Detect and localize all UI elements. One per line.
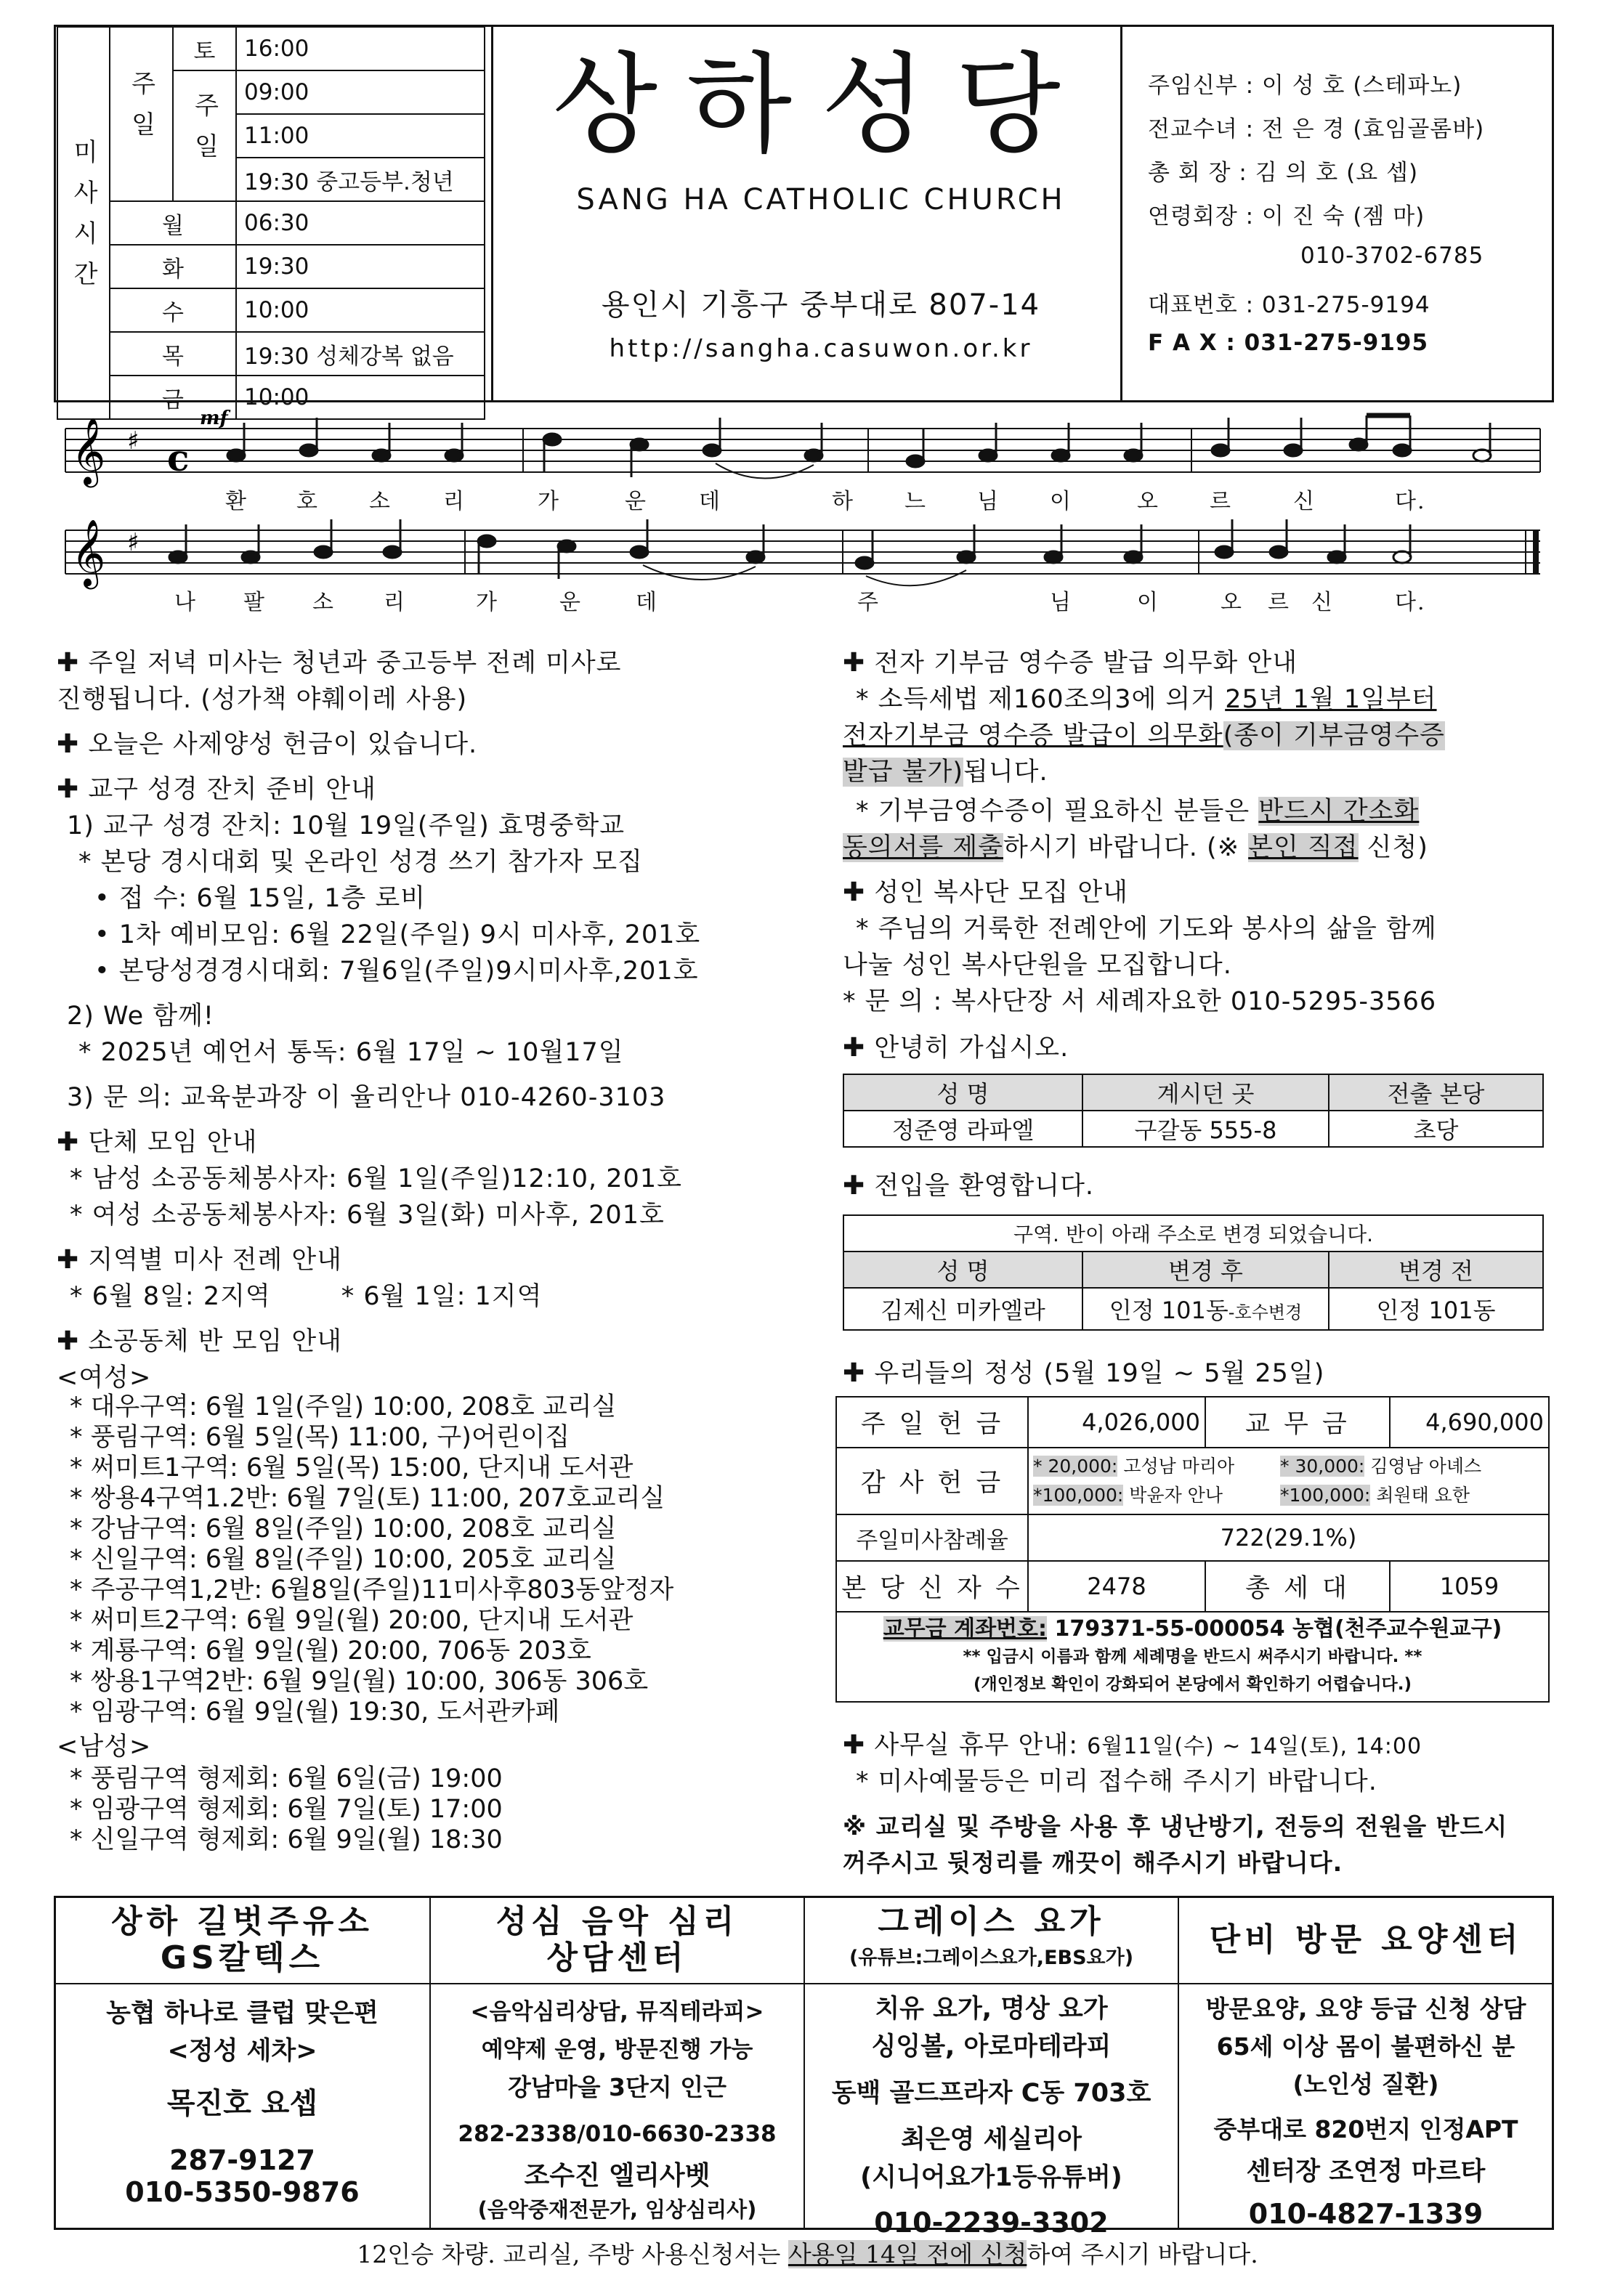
list-item: * 신일구역 형제회: 6월 9일(월) 18:30 [70, 1825, 503, 1854]
time-sun-1: 09:00 [236, 70, 485, 114]
lyric: 르 [1268, 590, 1290, 615]
hymn-lyrics-1 [0, 483, 1615, 512]
bible-contest-recruit: * 본당 경시대회 및 온라인 성경 쓰기 참가자 모집 [78, 848, 643, 877]
list-item: * 임광구역 형제회: 6월 7일(토) 17:00 [70, 1795, 503, 1824]
cross-icon: ✚ [57, 648, 80, 678]
time-wed: 10:00 [236, 288, 485, 332]
bible-contest-meeting: • 1차 예비모임: 6월 22일(주일) 9시 미사후, 201호 [94, 920, 701, 949]
list-item: * 20,000: 고성남 마리아 [1033, 1456, 1235, 1477]
lyric: 오 [1221, 590, 1243, 615]
list-item: * 풍림구역: 6월 5일(목) 11:00, 구)어린이집 [70, 1423, 570, 1452]
notice-small-community: ✚ 소공동체 반 모임 안내 [57, 1326, 342, 1356]
day-mon: 월 [110, 201, 236, 245]
ad-title: 그레이스 요가 (유튜브:그레이스요가,EBS요가) [805, 1897, 1178, 1984]
ad-line: 중부대로 820번지 인정APT [1213, 2115, 1518, 2143]
list-item: * 임광구역: 6월 9일(월) 19:30, 도서관카페 [70, 1697, 560, 1727]
notice-farewell: ✚ 안녕히 가십시오. [843, 1033, 1069, 1063]
ad-line: 치유 요가, 명상 요가 [875, 1995, 1108, 2024]
mass-schedule [57, 26, 485, 420]
welcome-table [843, 1214, 1544, 1331]
table-header: 변경 전 [1329, 1252, 1543, 1288]
sunday-offering-value: 4,026,000 [1028, 1397, 1205, 1448]
time-tue: 19:30 [236, 245, 485, 288]
offering-table [835, 1396, 1550, 1703]
notice-altar-servers: ✚ 성인 복사단 모집 안내 [843, 877, 1128, 907]
time-thu: 19:30 성체강복 없음 [236, 332, 485, 376]
cross-icon: ✚ [843, 648, 866, 678]
church-url[interactable]: http://sangha.casuwon.or.kr [609, 334, 1033, 363]
cross-icon: ✚ [57, 1127, 80, 1157]
list-item: * 풍림구역 형제회: 6월 6일(금) 19:00 [70, 1764, 503, 1793]
lyric: 환 [225, 489, 248, 514]
lyric: 님 [1050, 590, 1072, 615]
table-cell: 초당 [1329, 1111, 1543, 1147]
regional-liturgy-dates: * 6월 8일: 2지역 * 6월 1일: 1지역 [70, 1282, 543, 1311]
list-item: * 써미트2구역: 6월 9일(월) 20:00, 단지내 도서관 [70, 1606, 634, 1635]
lyric: 소 [369, 489, 392, 514]
men-label: <남성> [57, 1732, 152, 1761]
notice-office-closed: ✚ 사무실 휴무 안내: 6월11일(수) ~ 14일(토), 14:00 [843, 1730, 1422, 1760]
lyric: 신 [1311, 590, 1334, 615]
ad-line: 목진호 요셉 [166, 2087, 318, 2120]
table-header: 전출 본당 [1329, 1074, 1543, 1111]
notice-seminary-collection: ✚ 오늘은 사제양성 헌금이 있습니다. [57, 729, 478, 759]
attendance-value: 722(29.1%) [1028, 1514, 1549, 1561]
ad-title: 단비 방문 요양센터 [1179, 1897, 1553, 1984]
list-item: * 주공구역1,2반: 6월8일(주일)11미사후803동앞정자 [70, 1575, 674, 1605]
women-meeting-list [70, 1392, 673, 1727]
lyric: 다. [1395, 489, 1426, 514]
table-cell: 인정 101동-호수변경 [1082, 1288, 1329, 1330]
list-item: * 쌍용1구역2반: 6월 9일(월) 10:00, 306동 306호 [70, 1667, 649, 1696]
lyric: 다. [1395, 590, 1426, 615]
ad-line: 싱잉볼, 아로마테라피 [871, 2032, 1112, 2061]
staff-funeral-phone: 010-3702-6785 [1300, 243, 1484, 269]
lyric: 소 [312, 590, 335, 615]
lyric: 나 [174, 590, 197, 615]
notice-offering: ✚ 우리들의 정성 (5월 19일 ~ 5월 25일) [843, 1358, 1325, 1388]
time-sun-2: 11:00 [236, 114, 485, 158]
church-address: 용인시 기흥구 중부대로 807-14 [601, 288, 1041, 322]
lyric: 이 [1137, 590, 1159, 615]
ad-line: 287-9127 [169, 2144, 315, 2176]
bible-contest-reception: • 접 수: 6월 15일, 1층 로비 [94, 884, 426, 913]
svg-text:mf: mf [200, 407, 228, 429]
lyric: 르 [1210, 489, 1232, 514]
ad-line: 010-5350-9876 [125, 2176, 360, 2208]
lyric: 하 [832, 489, 854, 514]
notice-regional-liturgy: ✚ 지역별 미사 전례 안내 [57, 1245, 342, 1275]
lyric: 팔 [243, 590, 266, 615]
sunday-label: 주일 [110, 27, 173, 201]
ad-line: 65세 이상 몸이 불편하신 분 [1216, 2032, 1515, 2061]
day-wed: 수 [110, 288, 236, 332]
header-divider-left [491, 25, 493, 402]
parish-due-label: 교 무 금 [1205, 1397, 1390, 1448]
time-sat: 16:00 [236, 27, 485, 70]
members-value: 2478 [1028, 1561, 1205, 1612]
time-mon: 06:30 [236, 201, 485, 245]
women-community-meeting: * 여성 소공동체봉사자: 6월 3일(화) 미사후, 201호 [70, 1201, 665, 1230]
altar-servers-contact: * 문 의 : 복사단장 서 세례자요한 010-5295-3566 [843, 987, 1437, 1016]
farewell-table [843, 1074, 1544, 1148]
ad-line: (시니어요가1등유튜버) [860, 2163, 1122, 2192]
notice-welcome: ✚ 전입을 환영합니다. [843, 1171, 1095, 1201]
parish-due-value: 4,690,000 [1390, 1397, 1549, 1448]
table-header: 변경 후 [1082, 1252, 1329, 1288]
ad-line: <정성 세차> [167, 2037, 317, 2066]
lyric: 님 [977, 489, 1000, 514]
cross-icon: ✚ [57, 774, 80, 804]
thanks-offering-label: 감 사 헌 금 [836, 1448, 1028, 1514]
lyric: 데 [636, 590, 658, 615]
ad-line: 방문요양, 요양 등급 신청 상담 [1205, 1995, 1526, 2023]
time-sun-3: 19:30 중고등부.청년 [236, 158, 485, 201]
time-fri: 10:00 [236, 376, 485, 419]
lyric: 신 [1293, 489, 1316, 514]
svg-text:𝄞: 𝄞 [71, 519, 106, 586]
day-sat: 토 [173, 27, 236, 70]
table-header: 성 명 [843, 1252, 1082, 1288]
cross-icon: ✚ [843, 1358, 866, 1388]
ad-danbi-care [1178, 1897, 1553, 2228]
households-value: 1059 [1390, 1561, 1549, 1612]
svg-text:♯: ♯ [127, 426, 139, 455]
ad-line: <음악심리상담, 뮤직테라피> [470, 1999, 764, 2025]
households-label: 총 세 대 [1205, 1561, 1390, 1612]
lyric: 호 [296, 489, 319, 514]
lyric: 주 [857, 590, 880, 615]
list-item: *100,000: 박윤자 안나 [1033, 1485, 1223, 1506]
thanks-offering-list [1028, 1448, 1549, 1514]
e-receipt-line2: 전자기부금 영수증 발급이 의무화(종이 기부금영수증 [843, 721, 1445, 750]
ad-line: 센터장 조연정 마르타 [1246, 2157, 1486, 2186]
staff-pastor: 주임신부 : 이 성 호 (스테파노) [1148, 73, 1462, 99]
header-divider-right [1120, 25, 1122, 402]
lyric: 느 [904, 489, 927, 514]
table-cell: 정준영 라파엘 [843, 1111, 1082, 1147]
women-label: <여성> [57, 1363, 152, 1392]
notice-youth-mass: ✚ 주일 저녁 미사는 청년과 중고등부 전례 미사로 [57, 648, 622, 678]
ad-title: 성심 음악 심리 상담센터 [431, 1897, 804, 1984]
altar-servers-line2: 나눌 성인 복사단원을 모집합니다. [843, 951, 1232, 980]
notice-e-receipt: ✚ 전자 기부금 영수증 발급 의무화 안내 [843, 648, 1298, 678]
table-cell: 김제신 미카엘라 [843, 1288, 1082, 1330]
men-meeting-list [70, 1764, 503, 1855]
mass-time-label: 미사시간 [57, 27, 110, 419]
lyric: 가 [476, 590, 498, 615]
sunday-offering-label: 주 일 헌 금 [836, 1397, 1028, 1448]
ad-line: (노인성 질환) [1292, 2070, 1439, 2098]
bible-festival-date: 1) 교구 성경 잔치: 10월 19일(주일) 효명중학교 [67, 811, 626, 840]
members-label: 본 당 신 자 수 [836, 1561, 1028, 1612]
lyric: 운 [625, 489, 647, 514]
cross-icon: ✚ [843, 1171, 866, 1201]
ad-line: 조수진 엘리사벳 [524, 2161, 711, 2191]
list-item: * 신일구역: 6월 8일(주일) 10:00, 205호 교리실 [70, 1545, 617, 1574]
list-item: * 계룡구역: 6월 9일(월) 20:00, 706동 203호 [70, 1636, 591, 1666]
list-item: * 강남구역: 6월 8일(주일) 10:00, 208호 교리실 [70, 1514, 617, 1543]
e-receipt-line5: 동의서를 제출하시기 바랍니다. (※ 본인 직접 신청) [843, 833, 1428, 862]
cross-icon: ✚ [843, 877, 866, 907]
svg-text:♯: ♯ [127, 528, 139, 557]
ad-line: 010-2239-3302 [874, 2207, 1109, 2239]
church-title: 상하성당 [552, 42, 1090, 169]
education-contact: 3) 문 의: 교육분과장 이 율리안나 010-4260-3103 [67, 1083, 666, 1112]
list-item: * 30,000: 김영남 아녜스 [1280, 1456, 1482, 1477]
day-tue: 화 [110, 245, 236, 288]
notice-group-meeting: ✚ 단체 모임 안내 [57, 1127, 258, 1157]
altar-servers-line1: * 주님의 거룩한 전례안에 기도와 봉사의 삶을 함께 [856, 914, 1437, 944]
list-item: * 써미트1구역: 6월 5일(목) 15:00, 단지내 도서관 [70, 1453, 634, 1482]
lyric: 오 [1137, 489, 1159, 514]
ad-grace-yoga [804, 1897, 1178, 2239]
table-header: 성 명 [843, 1074, 1082, 1111]
e-receipt-line3: 발급 불가)됩니다. [843, 758, 1048, 787]
cross-icon: ✚ [57, 1326, 80, 1356]
ad-gas-station [55, 1897, 429, 2228]
account-info: 교무금 계좌번호: 179371-55-000054 농협(천주교수원교구) ** 입금시 이름과 함께 세례명을 반드시 써주시기 바랍니다. ** (개인정보 확인이 강화되어 본당에서 확인하기 어렵습니다.) [836, 1612, 1549, 1702]
we-together: 2) We 함께! [67, 1002, 214, 1031]
church-subtitle: SANG HA CATHOLIC CHURCH [576, 183, 1066, 216]
table-cell: 구갈동 555-8 [1082, 1111, 1329, 1147]
svg-text:𝄞: 𝄞 [71, 417, 106, 484]
ad-music-therapy [429, 1897, 804, 2228]
ad-line: 예약제 운영, 방문진행 가능 [481, 2037, 753, 2063]
welcome-note: 구역. 반이 아래 주소로 변경 되었습니다. [843, 1215, 1543, 1252]
main-phone: 대표번호 : 031-275-9194 [1148, 292, 1430, 318]
ad-line: 강남마을 3단지 인근 [508, 2073, 726, 2101]
staff-funeral-head: 연령회장 : 이 진 숙 (젬 마) [1148, 203, 1425, 230]
day-fri: 금 [110, 376, 236, 419]
fax-number: F A X : 031-275-9195 [1148, 330, 1429, 356]
notice-youth-mass-2: 진행됩니다. (성가책 야훼이레 사용) [57, 685, 468, 714]
lyric: 가 [538, 489, 560, 514]
office-closed-note: * 미사예물등은 미리 접수해 주시기 바랍니다. [856, 1767, 1377, 1796]
list-item: * 쌍용4구역1.2반: 6월 7일(토) 11:00, 207호교리실 [70, 1484, 665, 1513]
ad-line: (음악중재전문가, 임상심리사) [477, 2197, 757, 2222]
day-sun: 주일 [173, 70, 236, 201]
men-community-meeting: * 남성 소공동체봉사자: 6월 1일(주일)12:10, 201호 [70, 1164, 682, 1193]
e-receipt-line4: * 기부금영수증이 필요하신 분들은 반드시 간소화 [856, 797, 1420, 826]
footer-note: 12인승 차량. 교리실, 주방 사용신청서는 사용일 14일 전에 신청하여 주시기 바랍니다. [357, 2240, 1258, 2268]
list-item: *100,000: 최원태 요한 [1280, 1485, 1470, 1506]
ad-line: 동백 골드프라자 C동 703호 [831, 2079, 1151, 2108]
e-receipt-line1: * 소득세법 제160조의3에 의거 25년 1월 1일부터 [856, 685, 1437, 714]
staff-president: 총 회 장 : 김 의 호 (요 셉) [1148, 160, 1419, 186]
svg-text:c: c [167, 437, 190, 479]
ad-line: 010-4827-1339 [1248, 2198, 1484, 2230]
bible-contest-parish: • 본당성경경시대회: 7월6일(주일)9시미사후,201호 [94, 957, 699, 986]
ad-line: 최은영 세실리아 [901, 2125, 1082, 2154]
cross-icon: ✚ [843, 1033, 866, 1063]
prophets-reading: * 2025년 예언서 통독: 6월 17일 ~ 10월17일 [78, 1038, 624, 1067]
cross-icon: ✚ [57, 729, 80, 759]
notice-bible-festival: ✚ 교구 성경 잔치 준비 안내 [57, 774, 376, 804]
staff-sister: 전교수녀 : 전 은 경 (효임골롬바) [1148, 116, 1485, 142]
lyric: 운 [559, 590, 582, 615]
table-header: 계시던 곳 [1082, 1074, 1329, 1111]
kitchen-warning-2: 꺼주시고 뒷정리를 깨끗이 해주시기 바랍니다. [843, 1849, 1343, 1877]
ad-line: 농협 하나로 클럽 맞은편 [106, 1999, 379, 2028]
ad-line: 282-2338/010-6630-2338 [458, 2121, 777, 2147]
day-thu: 목 [110, 332, 236, 376]
list-item: * 대우구역: 6월 1일(주일) 10:00, 208호 교리실 [70, 1392, 617, 1421]
lyric: 리 [384, 590, 406, 615]
ad-title: 상하 길벗주유소 GS칼텍스 [55, 1897, 429, 1984]
hymn-lyrics-2 [0, 584, 1615, 613]
attendance-label: 주일미사참례율 [836, 1514, 1028, 1561]
table-cell: 인정 101동 [1329, 1288, 1543, 1330]
cross-icon: ✚ [843, 1730, 866, 1760]
kitchen-warning-1: ※ 교리실 및 주방을 사용 후 냉난방기, 전등의 전원을 반드시 [843, 1812, 1508, 1841]
cross-icon: ✚ [57, 1245, 80, 1275]
lyric: 리 [443, 489, 466, 514]
lyric: 이 [1050, 489, 1072, 514]
lyric: 데 [699, 489, 721, 514]
